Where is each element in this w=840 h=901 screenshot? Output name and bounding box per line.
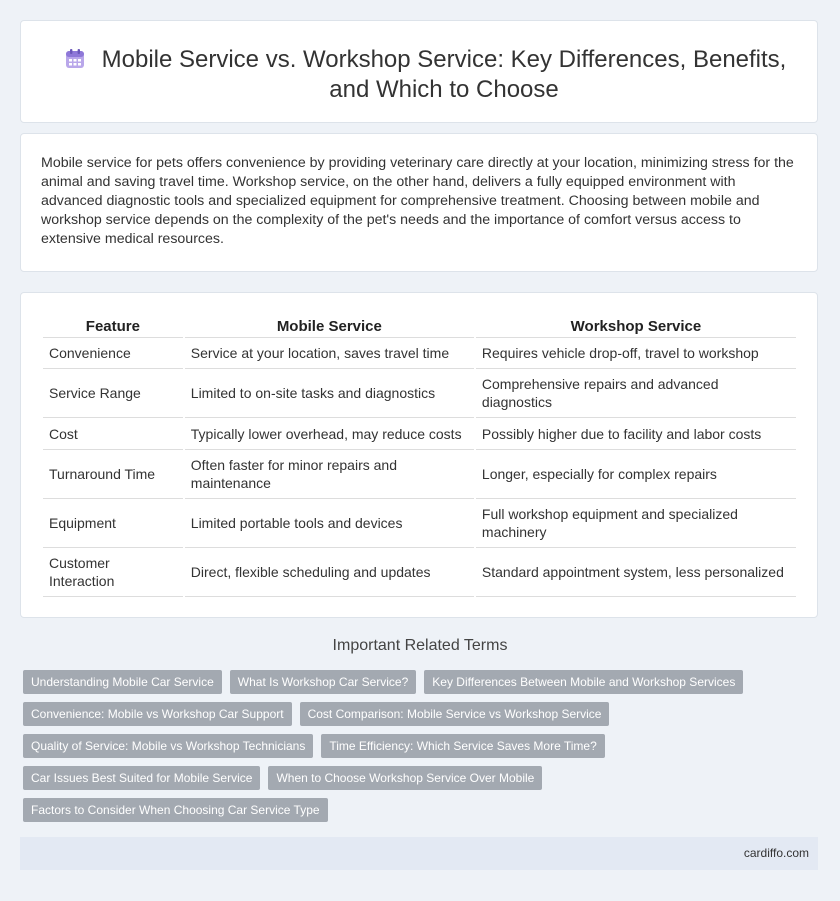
table-header-row (43, 315, 796, 338)
related-terms-heading: Important Related Terms (332, 637, 508, 654)
mobile-cell: Direct, flexible scheduling and updates (185, 548, 474, 597)
related-term-link[interactable]: Car Issues Best Suited for Mobile Service (23, 766, 260, 790)
table-row (43, 548, 796, 597)
workshop-cell: Standard appointment system, less personalized (476, 548, 796, 597)
feature-cell: Service Range (43, 369, 183, 418)
intro-card (20, 133, 818, 272)
workshop-cell: Requires vehicle drop-off, travel to workshop (476, 338, 796, 369)
workshop-cell: Full workshop equipment and specialized machinery (476, 499, 796, 548)
mobile-cell: Typically lower overhead, may reduce costs (185, 418, 474, 450)
table-row (43, 499, 796, 548)
feature-cell: Convenience (43, 338, 183, 369)
related-term-link[interactable]: Convenience: Mobile vs Workshop Car Support (23, 702, 292, 726)
footer (20, 837, 818, 870)
related-term-link[interactable]: What Is Workshop Car Service? (230, 670, 417, 694)
header-feature: Feature (43, 315, 183, 338)
workshop-cell: Longer, especially for complex repairs (476, 450, 796, 499)
header-workshop-service: Workshop Service (476, 315, 796, 338)
feature-cell: Turnaround Time (43, 450, 183, 499)
feature-cell: Customer Interaction (43, 548, 183, 597)
table-row (43, 338, 796, 369)
related-term-link[interactable]: Understanding Mobile Car Service (23, 670, 222, 694)
table-row (43, 450, 796, 499)
mobile-cell: Limited to on-site tasks and diagnostics (185, 369, 474, 418)
related-term-link[interactable]: Factors to Consider When Choosing Car Service Type (23, 798, 328, 822)
table-row (43, 418, 796, 450)
related-term-link[interactable]: Quality of Service: Mobile vs Workshop Technicians (23, 734, 313, 758)
mobile-cell: Service at your location, saves travel time (185, 338, 474, 369)
feature-cell: Cost (43, 418, 183, 450)
related-terms-list (23, 670, 783, 822)
related-term-link[interactable]: Cost Comparison: Mobile Service vs Workshop Service (300, 702, 610, 726)
related-term-link[interactable]: Key Differences Between Mobile and Workshop Services (424, 670, 743, 694)
comparison-table-card (20, 292, 818, 618)
feature-cell: Equipment (43, 499, 183, 548)
calendar-icon (63, 47, 87, 71)
related-term-link[interactable]: Time Efficiency: Which Service Saves More Time? (321, 734, 604, 758)
mobile-cell: Often faster for minor repairs and maintenance (185, 450, 474, 499)
workshop-cell: Possibly higher due to facility and labor costs (476, 418, 796, 450)
page-title: Mobile Service vs. Workshop Service: Key Differences, Benefits, and Which to Choose (101, 46, 787, 103)
comparison-table (41, 315, 798, 597)
mobile-cell: Limited portable tools and devices (185, 499, 474, 548)
related-term-link[interactable]: When to Choose Workshop Service Over Mobile (268, 766, 542, 790)
header-mobile-service: Mobile Service (185, 315, 474, 338)
table-row (43, 369, 796, 418)
workshop-cell: Comprehensive repairs and advanced diagnostics (476, 369, 796, 418)
title-card (20, 20, 818, 123)
footer-site-link[interactable]: cardiffo.com (743, 846, 809, 860)
intro-paragraph: Mobile service for pets offers convenience by providing veterinary care directly at your location, minimizing stress for the animal and saving travel time. Workshop service, on the other hand, delivers a fully equipped environment with advanced diagnostic tools and specialized equipment for comprehensive treatment. Choosing between mobile and workshop service depends on the complexity of the pet's needs and the importance of comfort versus access to extensive medical resources. (41, 155, 794, 247)
